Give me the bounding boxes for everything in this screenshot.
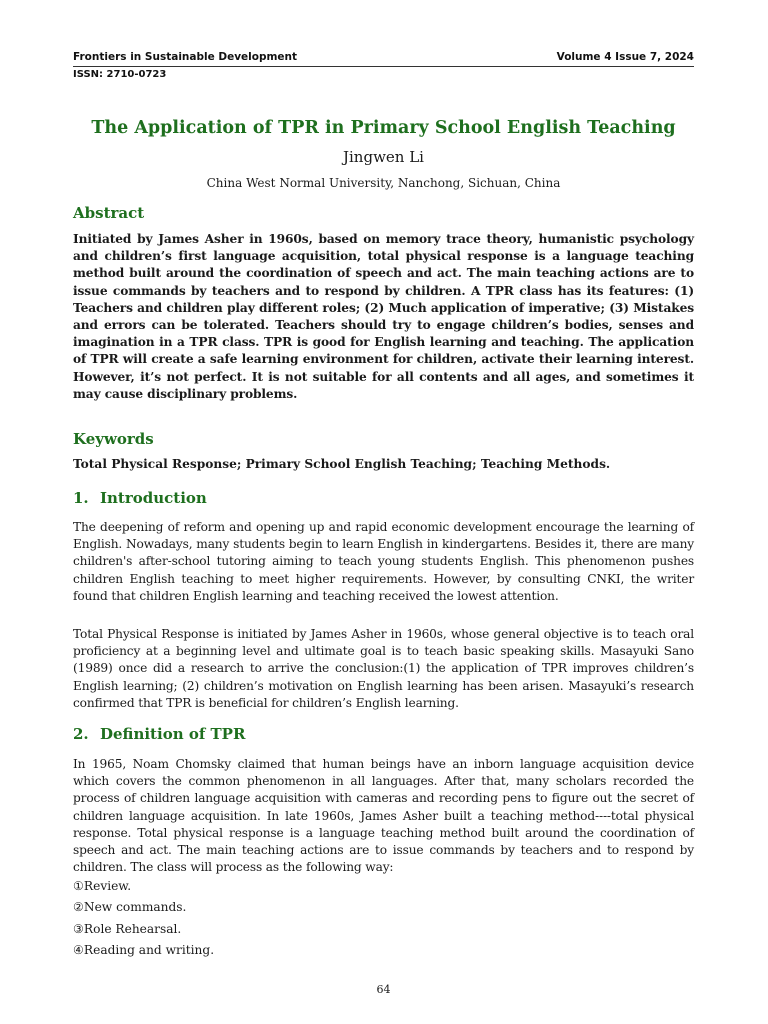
intro-paragraph-1: The deepening of reform and opening up and rapid economic development encourage the learning of English. Nowadays, many students begin to learn English in kindergartens. Besides it, there are many children's after-school tutoring aiming to teach young students English. This phenomenon pushes children English teaching to meet higher requirements. However, by consulting CNKI, the writer found that children English learning and teaching received the lowest attention.	[73, 520, 694, 603]
section-title: Introduction	[100, 489, 207, 507]
author-name: Jingwen Li	[343, 148, 424, 166]
list-item: ③Role Rehearsal.	[73, 921, 182, 936]
paper-title: The Application of TPR in Primary School English Teaching	[91, 118, 676, 138]
section-number: 1.	[73, 489, 89, 507]
page-number: 64	[376, 983, 391, 996]
author-affiliation: China West Normal University, Nanchong, Sichuan, China	[206, 176, 561, 190]
section-title: Definition of TPR	[100, 725, 246, 743]
class-steps-list	[73, 878, 694, 963]
intro-paragraph-2: Total Physical Response is initiated by James Asher in 1960s, whose general objective is to teach oral proficiency at a beginning level and ultimate goal is to teach basic speaking skills. Masayuki Sano (1989) once did a research to arrive the conclusion:(1) the application of TPR improves children’s English learning; (2) children’s motivation on English learning has been arisen. Masayuki’s research confirmed that TPR is beneficial for children’s English learning.	[73, 627, 694, 710]
volume-issue: Volume 4 Issue 7, 2024	[556, 51, 694, 63]
keywords-heading: Keywords	[73, 430, 154, 448]
definition-paragraph: In 1965, Noam Chomsky claimed that human beings have an inborn language acquisition device which covers the common phenomenon in all languages. After that, many scholars recorded the process of children language acquisition with cameras and recording pens to figure out the secret of children language acquisition. In late 1960s, James Asher built a teaching method----total physical response. Total physical response is a language teaching method built around the coordination of speech and act. The main teaching actions are to issue commands by teachers and to respond by children. The class will process as the following way:	[73, 757, 694, 875]
list-item: ①Review.	[73, 879, 132, 893]
journal-name: Frontiers in Sustainable Development	[73, 51, 298, 63]
paper-page	[73, 0, 694, 1024]
list-item: ④Reading and writing.	[73, 942, 215, 957]
section-2-heading	[73, 725, 245, 743]
abstract-text: Initiated by James Asher in 1960s, based on memory trace theory, humanistic psychology and children’s first language acquisition, total physical response is a language teaching method built around the coordination of speech and act. The main teaching actions are to issue commands by teachers and to respond by children. A TPR class has its features: (1) Teachers and children play different roles; (2) Much application of imperative; (3) Mistakes and errors can be tolerated. Teachers should try to engage children’s bodies, senses and imagination in a TPR class. TPR is good for English learning and teaching. The application of TPR will create a safe learning environment for children, activate their learning interest. However, it’s not perfect. It is not suitable for all contents and all ages, and sometimes it may cause disciplinary problems.	[73, 232, 694, 401]
header-rule	[73, 66, 694, 67]
abstract-heading: Abstract	[73, 204, 145, 222]
section-number: 2.	[73, 725, 89, 743]
running-header	[73, 51, 694, 65]
keywords-text: Total Physical Response; Primary School English Teaching; Teaching Methods.	[73, 457, 611, 471]
section-1-heading	[73, 489, 207, 507]
issn: ISSN: 2710-0723	[73, 69, 167, 80]
list-item: ②New commands.	[73, 900, 187, 915]
